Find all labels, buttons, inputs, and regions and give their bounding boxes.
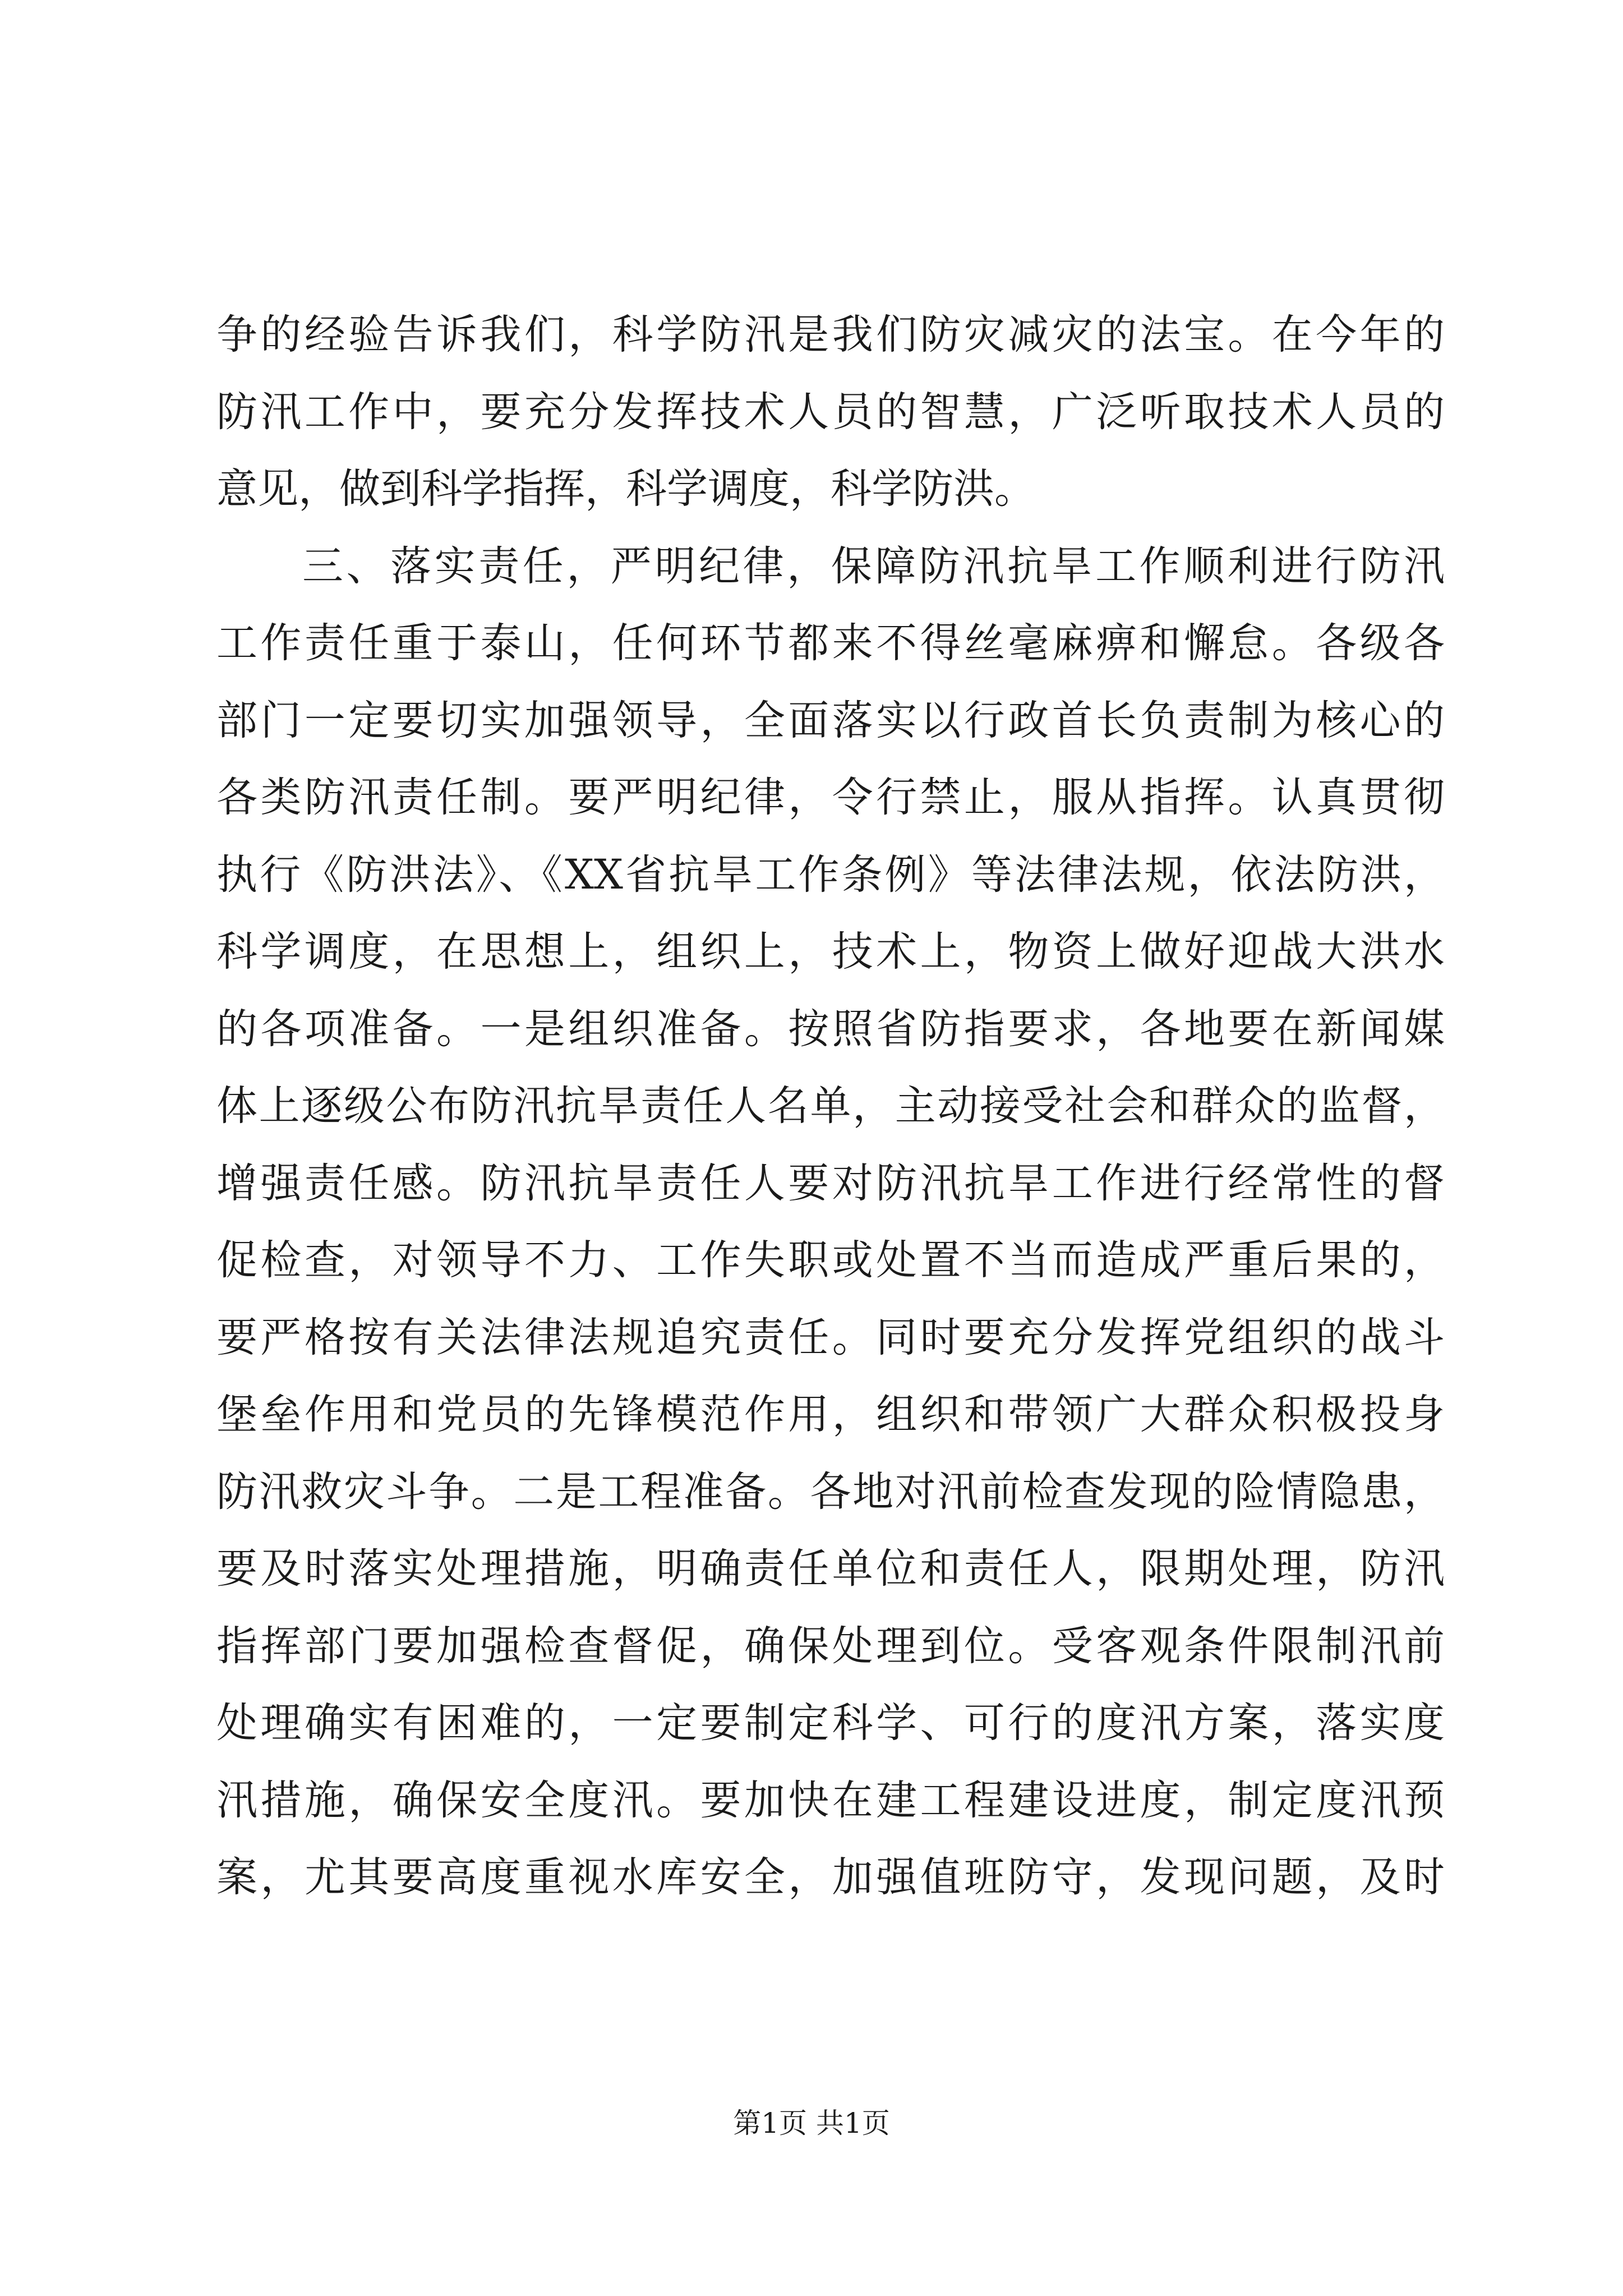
text-line-21: 案，尤其要高度重视水库安全，加强值班防守，发现问题，及时 [216, 1853, 1445, 1901]
text-line-19: 处理确实有困难的，一定要制定科学、可行的度汛方案，落实度 [216, 1699, 1445, 1747]
text-line-14: 要严格按有关法律法规追究责任。同时要充分发挥党组织的战斗 [216, 1313, 1445, 1361]
text-line-2: 防汛工作中，要充分发挥技术人员的智慧，广泛听取技术人员的 [216, 388, 1445, 436]
page-footer: 第1页 共1页 [733, 2107, 890, 2139]
body-text [216, 296, 1445, 1916]
text-line-1: 争的经验告诉我们，科学防汛是我们防灾减灾的法宝。在今年的 [216, 311, 1445, 358]
text-line-8: 执行《防洪法》、《XX省抗旱工作条例》等法律法规，依法防洪， [216, 850, 1445, 899]
text-line-18: 指挥部门要加强检查督促，确保处理到位。受客观条件限制汛前 [216, 1622, 1445, 1670]
text-line-11: 体上逐级公布防汛抗旱责任人名单，主动接受社会和群众的监督， [216, 1082, 1445, 1130]
text-line-9: 科学调度，在思想上，组织上，技术上，物资上做好迎战大洪水 [216, 928, 1445, 976]
text-line-10: 的各项准备。一是组织准备。按照省防指要求，各地要在新闻媒 [216, 1005, 1445, 1053]
text-line-15: 堡垒作用和党员的先锋模范作用，组织和带领广大群众积极投身 [216, 1391, 1445, 1438]
text-line-6: 部门一定要切实加强领导，全面落实以行政首长负责制为核心的 [216, 696, 1445, 744]
text-line-12: 增强责任感。防汛抗旱责任人要对防汛抗旱工作进行经常性的督 [216, 1159, 1445, 1207]
text-line-17: 要及时落实处理措施，明确责任单位和责任人，限期处理，防汛 [216, 1545, 1445, 1593]
section-heading-line: 三、落实责任，严明纪律，保障防汛抗旱工作顺利进行防汛 [302, 542, 1445, 590]
text-line-5: 工作责任重于泰山，任何环节都来不得丝毫麻痹和懈怠。各级各 [216, 619, 1445, 667]
text-line-20: 汛措施，确保安全度汛。要加快在建工程建设进度，制定度汛预 [216, 1776, 1445, 1824]
text-line-13: 促检查，对领导不力、工作失职或处置不当而造成严重后果的， [216, 1236, 1445, 1284]
text-line-3: 意见，做到科学指挥，科学调度，科学防洪。 [216, 465, 1035, 513]
text-line-7: 各类防汛责任制。要严明纪律，令行禁止，服从指挥。认真贯彻 [216, 774, 1445, 821]
text-line-16: 防汛救灾斗争。二是工程准备。各地对汛前检查发现的险情隐患， [216, 1467, 1445, 1516]
